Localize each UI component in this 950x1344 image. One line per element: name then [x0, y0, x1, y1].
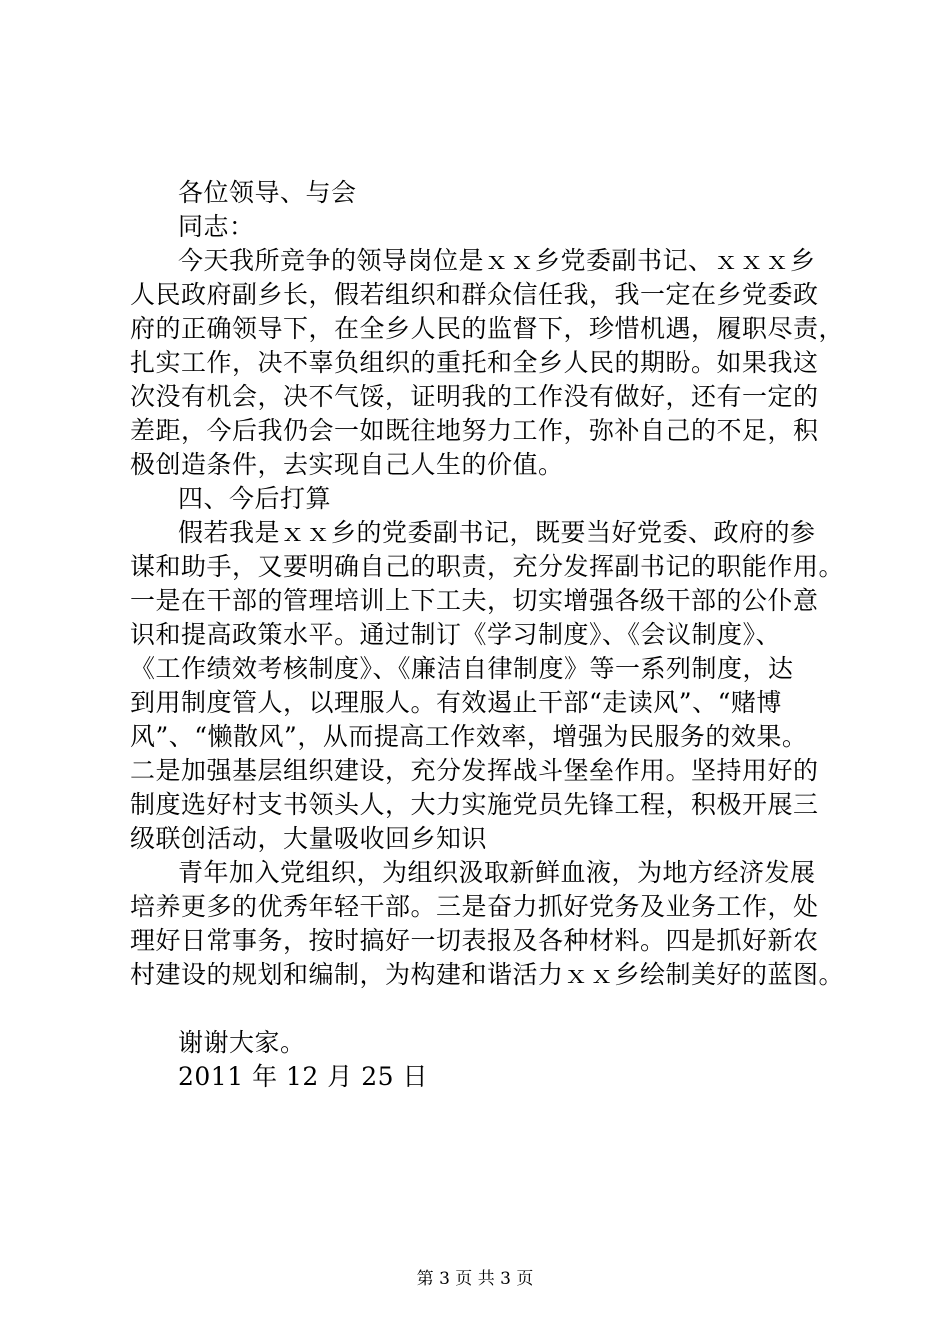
text-line: 今天我所竞争的领导岗位是ｘｘ乡党委副书记、ｘｘｘ乡 — [178, 246, 816, 275]
paragraph-gap — [130, 992, 850, 1026]
document-body — [130, 176, 850, 1094]
paragraph-2 — [130, 516, 850, 856]
text-line: 人民政府副乡长，假若组织和群众信任我，我一定在乡党委政 — [130, 280, 819, 309]
date-line: 2011 年 12 月 25 日 — [178, 1062, 428, 1091]
text-line: 培养更多的优秀年轻干部。三是奋力抓好党务及业务工作，处 — [130, 892, 819, 921]
text-line: 极创造条件，去实现自己人生的价值。 — [130, 450, 564, 479]
text-line: 风”、“懒散风”，从而提高工作效率，增强为民服务的效果。 — [130, 722, 808, 751]
text-line: 理好日常事务，按时搞好一切表报及各种材料。四是抓好新农 — [130, 926, 819, 955]
paragraph-1 — [130, 244, 850, 482]
greeting-line: 各位领导、与会 — [178, 178, 357, 207]
greeting-line: 同志： — [178, 212, 255, 241]
text-line: 假若我是ｘｘ乡的党委副书记，既要当好党委、政府的参 — [178, 518, 816, 547]
text-line: 谋和助手，又要明确自己的职责，充分发挥副书记的职能作用。 — [130, 552, 845, 581]
text-line: 到用制度管人，以理服人。有效遏止干部“走读风”、“赌博 — [130, 688, 782, 717]
section-heading: 四、今后打算 — [178, 484, 332, 513]
text-line: 差距，今后我仍会一如既往地努力工作，弥补自己的不足，积 — [130, 416, 819, 445]
text-line: 级联创活动，大量吸收回乡知识 — [130, 824, 488, 853]
text-line: 一是在干部的管理培训上下工夫，切实增强各级干部的公仆意 — [130, 586, 819, 615]
text-line: 识和提高政策水平。通过制订《学习制度》、《会议制度》、 — [130, 620, 782, 649]
text-line: 二是加强基层组织建设，充分发挥战斗堡垒作用。坚持用好的 — [130, 756, 819, 785]
closing-line: 谢谢大家。 — [178, 1028, 306, 1057]
text-line: 《工作绩效考核制度》、《廉洁自律制度》等一系列制度，达 — [130, 654, 794, 683]
text-line: 青年加入党组织，为组织汲取新鲜血液，为地方经济发展 — [178, 858, 816, 887]
page-footer: 第 3 页 共 3 页 — [416, 1269, 534, 1289]
text-line: 次没有机会，决不气馁，证明我的工作没有做好，还有一定的 — [130, 382, 819, 411]
text-line: 制度选好村支书领头人，大力实施党员先锋工程，积极开展三 — [130, 790, 819, 819]
text-line: 村建设的规划和编制，为构建和谐活力ｘｘ乡绘制美好的蓝图。 — [130, 960, 845, 989]
text-line: 府的正确领导下，在全乡人民的监督下，珍惜机遇，履职尽责， — [130, 314, 845, 343]
text-line: 扎实工作，决不辜负组织的重托和全乡人民的期盼。如果我这 — [130, 348, 819, 377]
paragraph-3 — [130, 856, 850, 992]
